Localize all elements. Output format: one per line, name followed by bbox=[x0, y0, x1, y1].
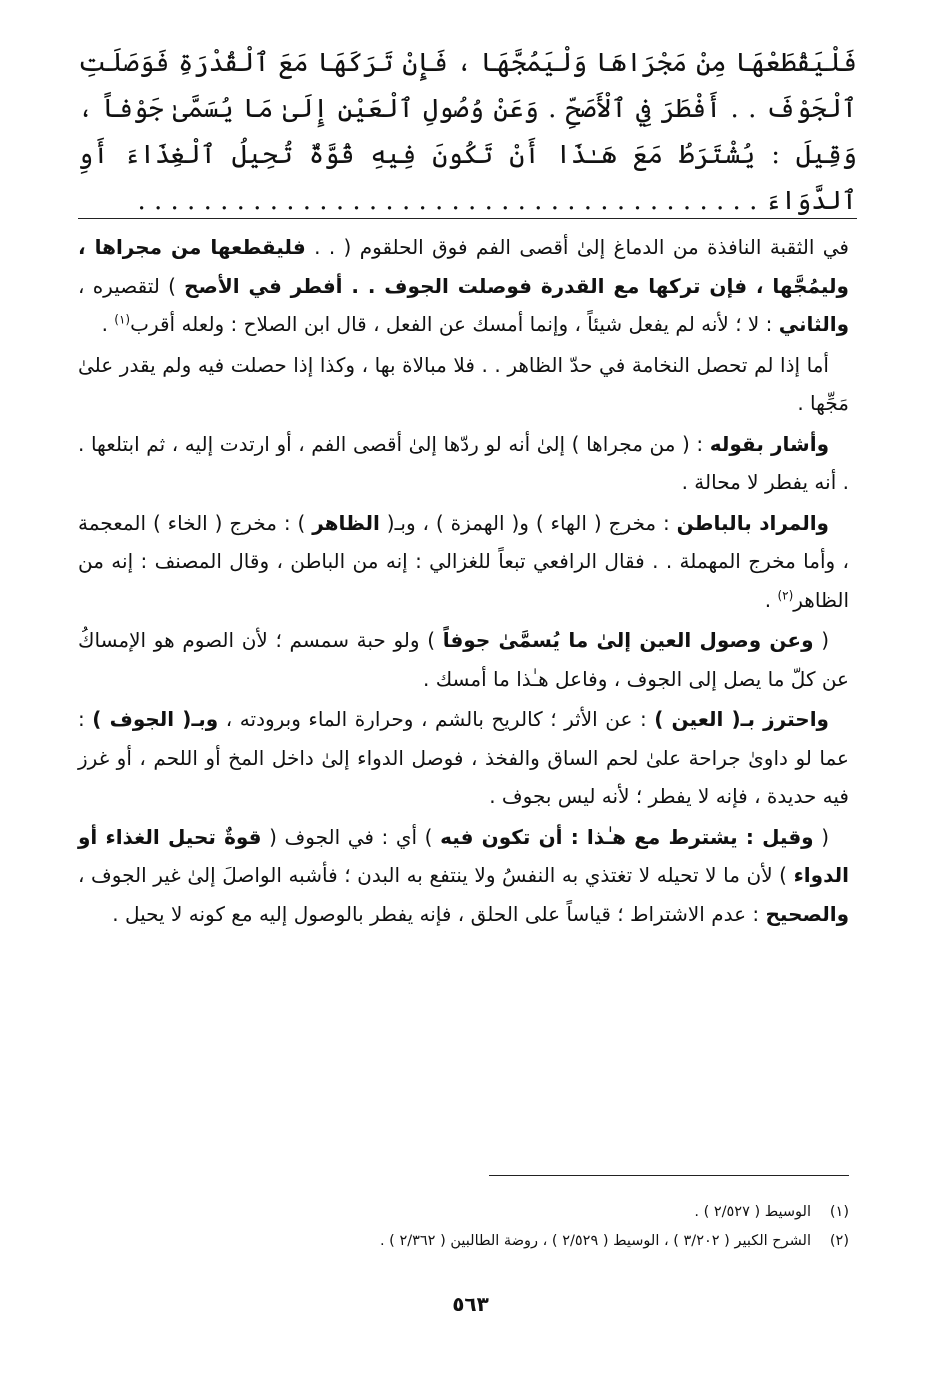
page-number: ٥٦٣ bbox=[452, 1292, 489, 1316]
commentary-paragraph-3 bbox=[78, 425, 849, 502]
p7-text-c: ) أي : في الجوف ( bbox=[261, 824, 441, 849]
p4-text-a: : مخرج ( الهاء ) و( الهمزة ) ، وبـ( bbox=[379, 510, 677, 535]
footnote-number: (٢) bbox=[829, 1233, 849, 1249]
footnote-ref-2: (٢) bbox=[777, 587, 794, 602]
p4-text-c: ) : مخرج ( الخاء ) المعجمة ، وأما مخرج المهملة . . فقال الرافعي تبعاً للغزالي : إنه من الباطن ، وقال المصنف : إنه من الظاهر bbox=[78, 510, 849, 612]
p7-text-d: ) لأن ما لا تحيله لا تغتذي به النفسُ ولا ينتفع به البدن ؛ فأشبه الواصلَ إلىٰ غير الجوف ، bbox=[78, 863, 794, 887]
matn-text bbox=[78, 40, 857, 224]
p6-bold-jawf: وبـ( الجوف ) bbox=[92, 707, 219, 731]
footnote-text: الوسيط ( ٢/٥٢٧ ) . bbox=[694, 1204, 811, 1220]
footnote-separator-line bbox=[489, 1175, 849, 1176]
p6-text-a: : عن الأثر ؛ كالريح بالشم ، وحرارة الماء وبرودته ، bbox=[218, 707, 655, 731]
footnote-2 bbox=[78, 1227, 849, 1256]
commentary-paragraph-7 bbox=[78, 818, 849, 934]
commentary-paragraph-2: أما إذا لم تحصل النخامة في حدّ الظاهر . . فلا مبالاة بها ، وكذا إذا حصلت فيه ولم يقدر علىٰ مَجِّها . bbox=[78, 352, 849, 415]
commentary-paragraph-6 bbox=[78, 700, 849, 816]
commentary-paragraph-1 bbox=[78, 228, 849, 344]
p1-text-c: ) لتقصيره ، bbox=[78, 273, 185, 298]
p6-text-c: : عما لو داوىٰ جراحة علىٰ لحم الساق والفخذ ، فوصل الدواء إلىٰ داخل المخ أو اللحم ، أو غرز فيه حديدة ، فإنه لا يفطر ؛ لأنه ليس بجوف . bbox=[78, 707, 849, 808]
footnote-1 bbox=[78, 1198, 849, 1227]
matn-dots: . . . . . . . . . . . . . . . . . . . . . . . . . . . . . . . . . . . . . bbox=[137, 186, 741, 216]
p5-bold-quote: وعن وصول العين إلىٰ ما يُسمَّىٰ جوفاً bbox=[442, 628, 814, 652]
p1-bold-second: والثاني bbox=[778, 312, 849, 336]
p3-text: : ( من مجراها ) إلىٰ أنه لو ردّها إلىٰ أقصى الفم ، أو ارتدت إليه ، ثم ابتلعها . . أنه يفطر لا محالة . bbox=[78, 431, 849, 494]
p7-text-e: : عدم الاشتراط ؛ قياساً على الحلق ، فإنه يفطر بالوصول إليه مع كونه لا يحيل . bbox=[112, 901, 766, 926]
p5-text-a: ( bbox=[813, 628, 829, 652]
p1-text-e: . bbox=[101, 312, 115, 336]
commentary-paragraph-5 bbox=[78, 621, 849, 698]
matn-separator-line bbox=[78, 218, 857, 219]
matn-body: فَلْيَقْطَعْهَا مِنْ مَجْرَاهَا وَلْيَمُجَّهَا ، فَإِنْ تَرَكَهَا مَعَ ٱلْقُدْرَةِ فَوَصَلَتِ ٱلْجَوْفَ . . أَفْطَرَ فِي ٱلْأَصَحِّ . وَعَنْ وُصُولِ ٱلْعَيْنِ إِلَىٰ مَا يُسَمَّىٰ جَوْفاً ، وَقِيلَ : يُشْتَرَطُ مَعَ هَـٰذَا أَنْ تَكُونَ فِيهِ قُوَّةٌ تُحِيلُ ٱلْغِذَاءَ أَوِ ٱلدَّوَاءَ . bbox=[78, 48, 857, 216]
p4-bold-zahir: الظاهر bbox=[312, 510, 380, 535]
footnote-number: (١) bbox=[829, 1204, 849, 1220]
footnote-text: الشرح الكبير ( ٣/٢٠٢ ) ، الوسيط ( ٢/٥٢٩ ) ، روضة الطالبين ( ٢/٣٦٢ ) . bbox=[379, 1233, 811, 1249]
p1-text-d: : لا ؛ لأنه لم يفعل شيئاً ، وإنما أمسك عن الفعل ، قال ابن الصلاح : ولعله أقرب bbox=[130, 312, 779, 336]
p6-bold-ayn: واحترز بـ( العين ) bbox=[654, 707, 829, 731]
p7-bold-sahih: والصحيح bbox=[765, 901, 849, 926]
p4-text-e: . bbox=[764, 587, 778, 612]
p7-bold-quwwa: قوةٌ تحيل الغذاء أو الدواء bbox=[78, 824, 849, 887]
p1-bold-quote: فليقطعها من مجراها ، وليمُجَّها ، فإن تركها مع القدرة فوصلت الجوف . . أفطر في الأصح bbox=[78, 235, 849, 298]
p5-text-c: ) ولو حبة سمسم ؛ لأن الصوم هو الإمساكُ عن كلّ ما يصل إلى الجوف ، وفاعل هـٰذا ما أمسك . bbox=[78, 628, 849, 691]
commentary-paragraph-4 bbox=[78, 504, 849, 620]
commentary-text bbox=[78, 228, 849, 935]
p1-text-a: في الثقبة النافذة من الدماغ إلىٰ أقصى الفم فوق الحلقوم ( . . bbox=[305, 235, 849, 259]
p4-bold-batin: والمراد بالباطن bbox=[676, 510, 829, 535]
footnotes bbox=[78, 1198, 849, 1256]
p3-bold: وأشار بقوله bbox=[709, 431, 829, 456]
p7-bold-qil: وقيل : يشترط مع هـٰذا : أن تكون فيه bbox=[440, 824, 814, 849]
footnote-ref-1: (١) bbox=[114, 312, 131, 327]
p7-text-a: ( bbox=[813, 824, 830, 849]
